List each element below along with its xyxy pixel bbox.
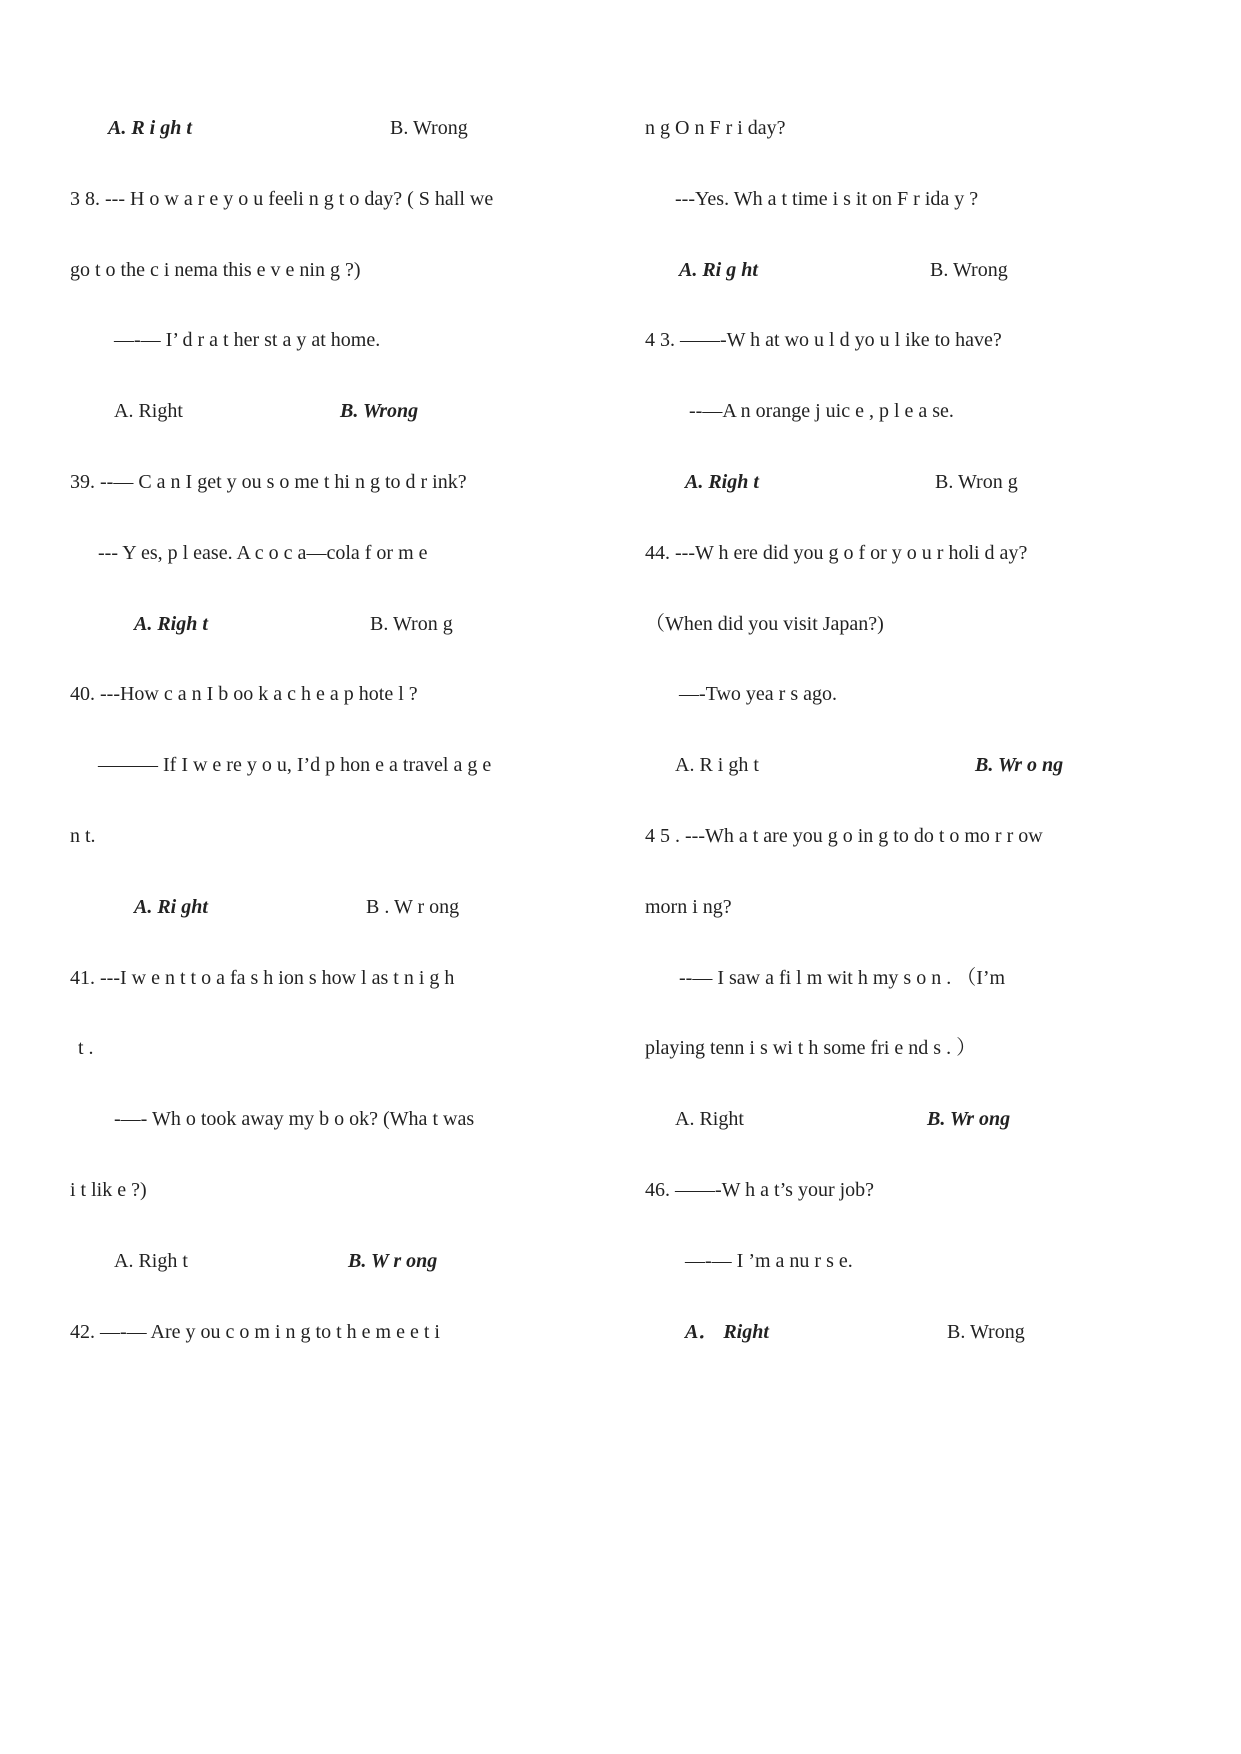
answer-line: --— I saw a fi l m wit h my s o n . （I’m <box>679 966 1006 989</box>
option-a: A. Righ t <box>114 1249 188 1272</box>
option-b: B. Wrong <box>947 1320 1025 1343</box>
option-b-answer: B. Wr ong <box>927 1108 1011 1131</box>
option-b: B. Wron g <box>370 612 453 635</box>
option-b-answer: B. Wrong <box>340 400 419 423</box>
answer-line: —-— I ’m a nu r s e. <box>685 1249 853 1272</box>
question-41-line: 41. ---I w e n t t o a fa s h ion s how l as t n i g h <box>70 966 455 989</box>
answer-line: ---Yes. Wh a t time i s it on F r ida y ? <box>675 187 979 210</box>
answer-line: ——— If I w e re y o u, I’d p hon e a travel a g e <box>98 754 492 777</box>
answer-line-continued: i t lik e ?) <box>70 1178 147 1201</box>
options-row <box>70 592 600 663</box>
options-row <box>70 379 600 450</box>
option-a-answer: A. Ri g ht <box>679 258 758 281</box>
options-row <box>645 1087 1185 1158</box>
question-39-line: 39. --— C a n I get y ou s o me t hi n g to d r ink? <box>70 470 467 493</box>
answer-line: —-Two yea r s ago. <box>679 683 837 706</box>
answer-line: —-— I’ d r a t her st a y at home. <box>114 329 381 352</box>
question-40-line: 40. ---How c a n I b oo k a c h e a p hote l ? <box>70 683 418 706</box>
option-a-answer: A. Ri ght <box>134 895 208 918</box>
question-45-line: 4 5 . ---Wh a t are you g o in g to do t o mo r r ow <box>645 824 1043 847</box>
options-row <box>645 1300 1185 1371</box>
options-row <box>70 875 600 946</box>
question-text-line: （When did you visit Japan?) <box>645 612 884 635</box>
options-row <box>645 733 1185 804</box>
options-row <box>70 96 600 167</box>
option-b: B . W r ong <box>366 895 460 918</box>
option-a: A. Right <box>114 400 183 423</box>
option-b: B. Wron g <box>935 470 1018 493</box>
options-row <box>645 238 1185 309</box>
question-38-line: 3 8. --- H o w a r e y o u feeli n g t o day? ( S hall we <box>70 187 494 210</box>
options-row <box>70 1229 600 1300</box>
question-46-line: 46. ——-W h a t’s your job? <box>645 1178 875 1201</box>
answer-line: --—A n orange j uic e , p l e a se. <box>689 400 954 423</box>
question-text-line: t . <box>78 1037 94 1060</box>
option-a-answer: A． Right <box>685 1320 769 1343</box>
option-a: A. Right <box>675 1108 744 1131</box>
option-b-answer: B. Wr o ng <box>975 754 1064 777</box>
options-row <box>645 450 1185 521</box>
question-text-line: morn i ng? <box>645 895 732 918</box>
answer-line-continued: n t. <box>70 824 96 847</box>
answer-line: --- Y es, p l ease. A c o c a—cola f or m e <box>98 541 428 564</box>
option-a: A. R i gh t <box>675 754 759 777</box>
question-42-line: 42. —-— Are y ou c o m i n g to t h e m e e t i <box>70 1320 440 1343</box>
answer-line-continued: playing tenn i s wi t h some fri e nd s . ） <box>645 1037 977 1060</box>
option-a-answer: A. Righ t <box>134 612 208 635</box>
option-b: B. Wrong <box>390 117 468 139</box>
option-b-answer: B. W r ong <box>348 1249 438 1272</box>
question-text-line: n g O n F r i day? <box>645 117 786 139</box>
question-text-line: go t o the c i nema this e v e nin g ?) <box>70 258 361 281</box>
left-column <box>70 96 600 1370</box>
question-44-line: 44. ---W h ere did you g o f or y o u r holi d ay? <box>645 541 1028 564</box>
option-a-answer: A. Righ t <box>685 470 759 493</box>
option-a-answer: A. R i gh t <box>108 117 192 139</box>
question-43-line: 4 3. ——-W h at wo u l d yo u l ike to have? <box>645 329 1002 352</box>
answer-line: -—- Wh o took away my b o ok? (Wha t was <box>114 1108 475 1131</box>
option-b: B. Wrong <box>930 258 1008 281</box>
right-column <box>645 96 1185 1370</box>
